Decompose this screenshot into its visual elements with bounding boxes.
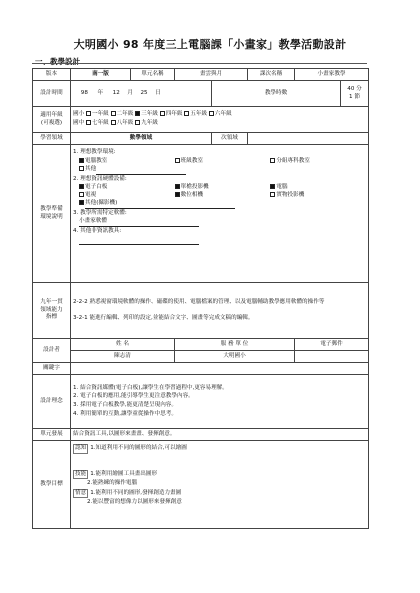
checkbox-special-room[interactable] (270, 158, 275, 163)
designer-label: 設計者 (33, 339, 71, 363)
env-q1-other (73, 166, 366, 175)
row-field (33, 133, 369, 145)
goals-content (71, 441, 369, 529)
version-label: 版本 (33, 69, 71, 81)
classroom-label: 班級教室 (180, 157, 204, 164)
goal-affective (73, 489, 366, 499)
checkbox-grade-4[interactable] (160, 111, 165, 116)
env-label-2: 環境說明 (40, 213, 63, 220)
digital-camera-label: 數位相機 (180, 191, 204, 198)
section-heading: 一、教學設計 (35, 57, 80, 66)
env-q3-answer (73, 218, 366, 227)
row-date (33, 81, 369, 107)
computer-label: 電腦 (276, 184, 288, 191)
checkbox-grade-8[interactable] (111, 120, 116, 125)
goals-label: 教學目標 (33, 441, 71, 529)
goal-skill-item-1: 1.能利用繪圖工具畫出圖形 (90, 470, 158, 477)
hours-minutes: 40 分 (347, 85, 362, 92)
date-month: 12 (112, 89, 120, 96)
course-label: 課次名稱 (248, 69, 295, 81)
designer-unit-header: 服 務 單 位 (175, 339, 295, 351)
document-title: 大明國小 98 年度三上電腦課「小畫家」教學活動設計 (73, 38, 347, 51)
goal-skill-tag: 技能 (73, 470, 88, 480)
projector-label: 單槍投影機 (180, 184, 209, 191)
ability-label-3: 指標 (45, 314, 58, 321)
row-environment (33, 145, 369, 283)
development-value: 結合資訊工具,以圖形來畫畫、發揮創意。 (71, 429, 369, 441)
computer-lab-label: 電腦教室 (85, 157, 108, 164)
grade-7-label: 七年級 (91, 120, 109, 126)
software-value: 小畫家軟體 (79, 218, 199, 227)
whiteboard-label: 電子白板 (85, 184, 108, 191)
concept-item-4: 4. 利用簡單的互動,讓學童從操作中思考。 (73, 410, 177, 417)
document-camera-label: 實物投影機 (276, 191, 305, 198)
grade-options (71, 107, 369, 133)
designer-email (295, 351, 369, 363)
ability-label (33, 283, 71, 339)
goal-cognitive-item-1: 1.知道利用不同的圖形的結合,可以繪圖 (90, 445, 187, 451)
grade-label (33, 107, 71, 133)
goal-skill-item-2: 2.能熟練的操作電腦 (87, 480, 138, 487)
checkbox-hardware-other[interactable] (79, 200, 84, 205)
grade-3-label: 三年級 (141, 111, 158, 118)
row-development (33, 429, 369, 441)
checkbox-digital-camera[interactable] (175, 192, 180, 197)
checkbox-document-camera[interactable] (270, 192, 275, 197)
env-q1: 1. 理想教學環境: (73, 149, 116, 155)
checkbox-grade-3[interactable] (135, 111, 140, 116)
hardware-other-label: 其他(攝影機) (85, 200, 235, 209)
version-value: 南一版 (71, 69, 131, 81)
checkbox-classroom[interactable] (175, 158, 180, 163)
designer-name: 陳志清 (71, 351, 175, 363)
grade-2-label: 二年級 (116, 111, 134, 118)
date-year-unit: 年 (97, 89, 104, 96)
designer-unit: 大明國小 (175, 351, 295, 363)
date-day: 25 (140, 89, 148, 96)
goal-cognitive (73, 444, 366, 454)
grade-label-note: (可複選) (40, 119, 63, 126)
checkbox-whiteboard[interactable] (79, 184, 84, 189)
lesson-plan-table (32, 68, 369, 529)
ability-indicator-1: 2-2-2 熟悉視窗環境軟體的操作、磁碟的使用、電腦檔案的管理、以及電腦輔助教學應用軟體的操作等 (73, 298, 325, 305)
goal-cognitive-tag: 認知 (73, 444, 88, 454)
unit-value: 畫雲與月 (175, 69, 248, 81)
subfield-label: 次領域 (212, 133, 248, 145)
concept-item-3: 3. 採用電子白板教學,能更清楚呈現內容。 (73, 402, 177, 408)
grade-5-label: 五年級 (190, 111, 208, 118)
row-concept (33, 375, 369, 429)
section-divider (32, 63, 367, 64)
designer-name-header: 姓 名 (71, 339, 175, 351)
grade-junior-prefix: 國中 (73, 120, 85, 126)
checkbox-computer[interactable] (270, 184, 275, 189)
grade-1-label: 一年級 (91, 111, 109, 118)
ability-indicator-2: 3-2-1 能進行編輯、列印的設定,並能結合文字、圖畫等完成文稿的編輯。 (73, 314, 254, 321)
concept-content (71, 375, 369, 429)
checkbox-projector[interactable] (175, 184, 180, 189)
goal-affective-item-2: 2.能以豐富的想像力以圖形來發揮創意 (87, 499, 182, 506)
tv-label: 電視 (85, 191, 97, 198)
field-label: 學習領域 (33, 133, 71, 145)
hours-sessions: 1 節 (349, 93, 360, 100)
checkbox-grade-7[interactable] (86, 120, 91, 125)
grade-elementary-prefix: 國小 (73, 111, 85, 118)
special-room-label: 分組專科教室 (276, 157, 310, 164)
row-keywords (33, 363, 369, 375)
env-q3: 3. 教學所需特定軟體: (73, 209, 127, 216)
row-goals (33, 441, 369, 529)
grade-8-label: 八年級 (116, 120, 134, 126)
checkbox-grade-5[interactable] (184, 111, 189, 116)
env-label-1: 教學準備 (40, 205, 63, 212)
designer-email-header: 電子郵件 (295, 339, 369, 351)
date-day-unit: 日 (155, 89, 161, 96)
date-label: 設計時間 (33, 81, 71, 107)
checkbox-tv[interactable] (79, 192, 84, 197)
date-value (71, 81, 212, 107)
keywords-label: 關鍵字 (33, 363, 71, 375)
hours-value (341, 81, 369, 107)
unit-label: 單元名稱 (131, 69, 175, 81)
env-q2: 2. 理想資訊硬體設備: (73, 175, 127, 182)
checkbox-grade-2[interactable] (111, 111, 116, 116)
env-q2-options-row1 (73, 184, 366, 192)
row-designer-header (33, 339, 369, 351)
concept-item-2: 2. 電子白板的應用,能引導學生更注意教學內容。 (73, 393, 194, 400)
ability-label-1: 九年一貫 (40, 299, 63, 306)
development-label: 單元發展 (33, 429, 71, 441)
grade-9-label: 九年級 (141, 120, 158, 126)
hours-label: 教學時數 (212, 81, 341, 107)
checkbox-env-other[interactable] (79, 166, 84, 171)
ability-label-2: 領域能力 (40, 306, 63, 313)
date-month-unit: 月 (127, 89, 133, 96)
goal-affective-tag: 情意 (73, 489, 88, 499)
concept-label: 設計理念 (33, 375, 71, 429)
row-grade (33, 107, 369, 133)
env-other-blank (96, 166, 186, 175)
row-ability (33, 283, 369, 339)
course-value: 小畫家教學 (295, 69, 369, 81)
row-designer-values (33, 351, 369, 363)
env-q2-other (73, 200, 366, 209)
grade-4-label: 四年級 (165, 111, 183, 118)
field-value: 數學領域 (71, 133, 212, 145)
env-content (71, 145, 369, 283)
env-label (33, 145, 71, 283)
env-other-label: 其他 (85, 166, 97, 173)
keywords-value (71, 363, 369, 375)
subfield-value (248, 133, 369, 145)
goal-skill (73, 470, 366, 480)
env-q2-options-row2 (73, 192, 366, 200)
env-q4-answer (73, 236, 366, 245)
grade-6-label: 六年級 (214, 111, 232, 118)
ability-content (71, 283, 369, 339)
tools-blank (79, 236, 199, 245)
env-q1-options (73, 158, 366, 166)
grade-label-main: 適用年級 (40, 111, 63, 118)
checkbox-grade-1[interactable] (86, 111, 91, 116)
env-q4: 4. 其他非資訊教具: (73, 227, 122, 234)
row-version (33, 69, 369, 81)
checkbox-grade-6[interactable] (209, 111, 214, 116)
checkbox-computer-lab[interactable] (79, 158, 84, 163)
checkbox-grade-9[interactable] (135, 120, 140, 125)
concept-item-1: 1. 結合資訊媒體(電子白板),讓學生在學習過程中,更容易理解。 (73, 384, 228, 391)
date-year: 98 (80, 89, 88, 96)
goal-affective-item-1: 1.能利用不同的圖形,發揮創造力畫圖 (90, 489, 182, 496)
